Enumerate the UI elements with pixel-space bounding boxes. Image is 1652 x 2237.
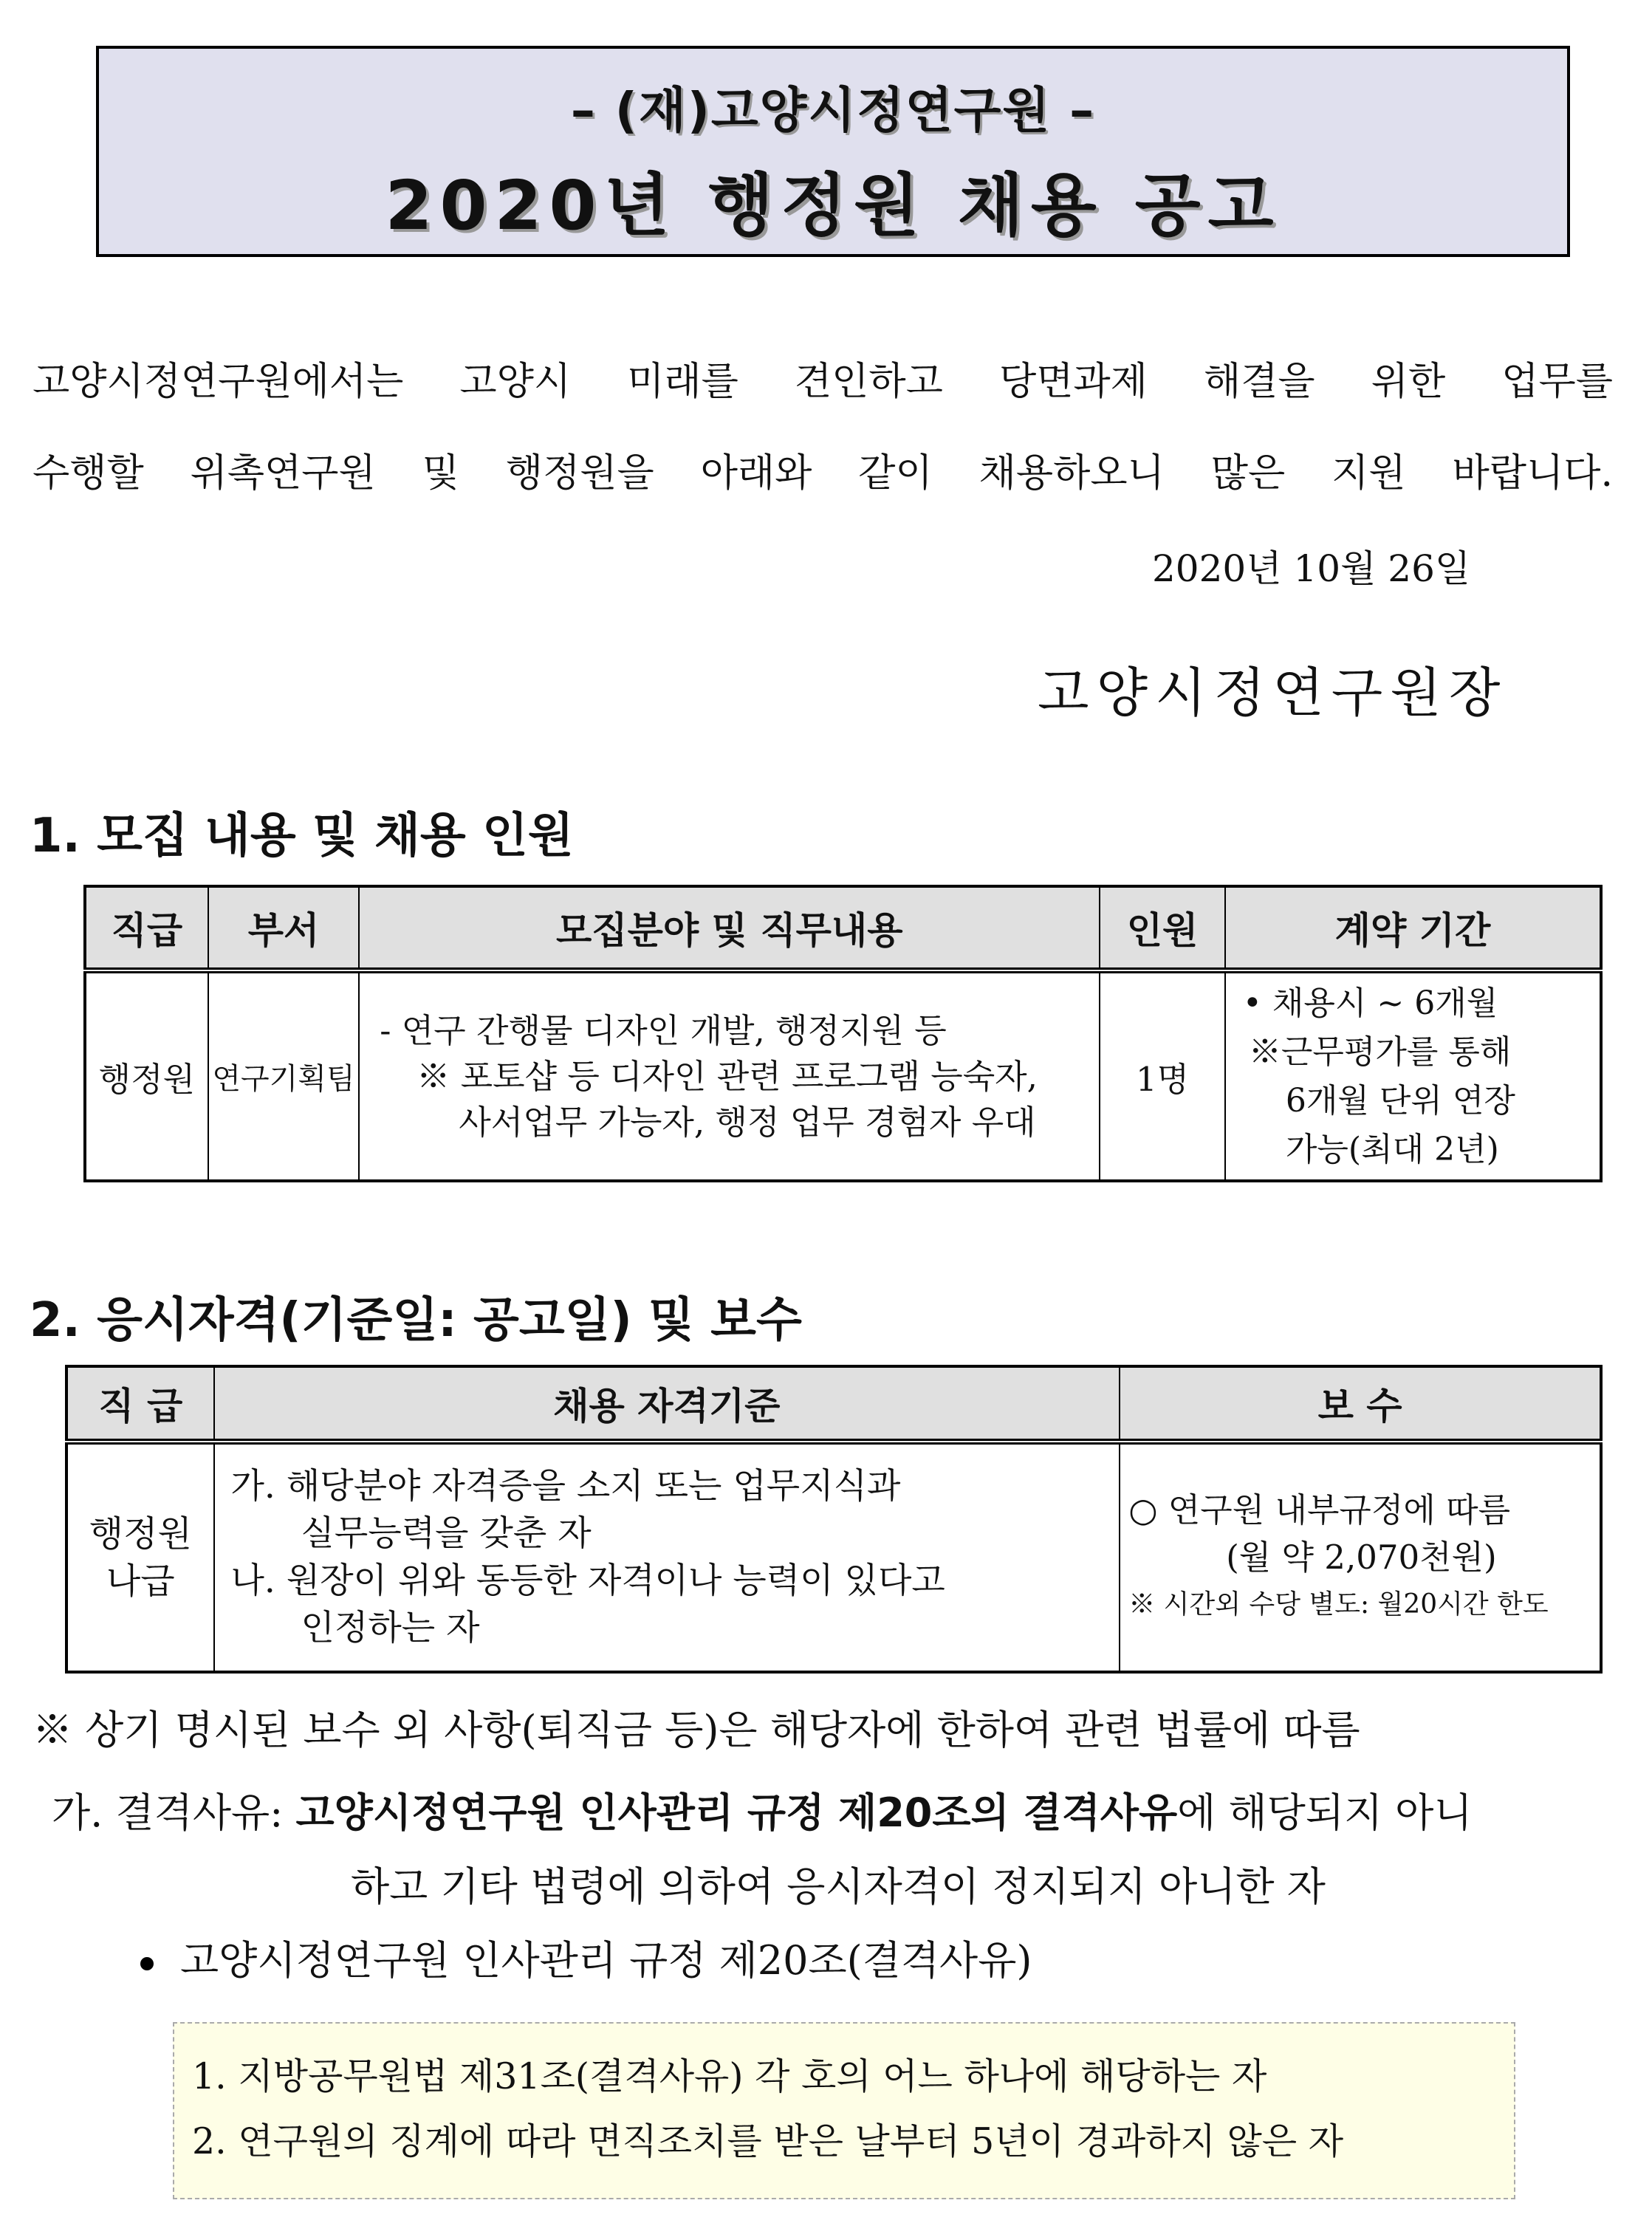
intro-line-1: 고양시정연구원에서는 고양시 미래를 견인하고 당면과제 해결을 위한 업무를 <box>32 360 1613 404</box>
cell-count: 1명 <box>1100 970 1225 1181</box>
qual-b-line-1: 나. 원장이 위와 동등한 자격이나 능력이 있다고 <box>230 1561 945 1601</box>
qual-a-line-2: 실무능력을 갖춘 자 <box>301 1513 592 1554</box>
pay-line-3: ※ 시간외 수당 별도: 월20시간 한도 <box>1128 1589 1549 1620</box>
header-grade: 직 급 <box>66 1366 214 1442</box>
disq-line-2: 하고 기타 법령에 의하여 응시자격이 정지되지 아니한 자 <box>351 1863 1326 1910</box>
box-line-1: 1. 지방공무원법 제31조(결격사유) 각 호의 어느 하나에 해당하는 자 <box>192 2055 1267 2097</box>
period-line-2: ※근무평가를 통해 <box>1248 1032 1512 1071</box>
table-header-row <box>85 886 1601 970</box>
period-line-1: • 채용시 ~ 6개월 <box>1242 984 1498 1022</box>
cell-grade <box>66 1442 214 1672</box>
cell-dept: 연구기획팀 <box>208 970 360 1181</box>
disq-prefix: 가. 결격사유: <box>52 1789 296 1836</box>
header-dept: 부서 <box>208 886 360 970</box>
qual-a-line-1: 가. 해당분야 자격증을 소지 또는 업무지식과 <box>230 1466 901 1507</box>
table-header-row <box>66 1366 1601 1442</box>
duty-line-3: 사서업무 가능자, 행정 업무 경험자 우대 <box>459 1102 1036 1142</box>
intro-line-2: 수행할 위촉연구원 및 행정원을 아래와 같이 채용하오니 많은 지원 바랍니다. <box>32 451 1613 496</box>
table-row <box>85 970 1601 1181</box>
header-duty: 모집분야 및 직무내용 <box>359 886 1100 970</box>
table-row <box>66 1442 1601 1672</box>
cell-grade: 행정원 <box>85 970 208 1181</box>
grade-line-1: 행정원 <box>89 1513 192 1555</box>
box-line-2: 2. 연구원의 징계에 따라 면직조치를 받은 날부터 5년이 경과하지 않은 자 <box>192 2120 1344 2162</box>
section2-heading: 2. 응시자격(기준일: 공고일) 및 보수 <box>30 1293 802 1348</box>
header-count: 인원 <box>1100 886 1225 970</box>
duty-line-2: ※ 포토샵 등 디자인 관련 프로그램 능숙자, <box>417 1056 1038 1096</box>
disq-line-1 <box>52 1781 1473 1845</box>
grade-line-2: 나급 <box>106 1561 175 1602</box>
title-box <box>96 46 1570 257</box>
period-line-3: 6개월 단위 연장 <box>1285 1081 1515 1120</box>
header-pay: 보 수 <box>1120 1366 1601 1442</box>
disqualification-note <box>52 1781 1473 1919</box>
intro-paragraph <box>32 336 1613 519</box>
header-qualification: 채용 자격기준 <box>214 1366 1120 1442</box>
pay-note: ※ 상기 명시된 보수 외 사항(퇴직금 등)은 해당자에 한하여 관련 법률에 따름 <box>32 1707 1360 1753</box>
announcement-date: 2020년 10월 26일 <box>1152 547 1471 590</box>
header-period: 계약 기간 <box>1225 886 1601 970</box>
section1-heading: 1. 모집 내용 및 채용 인원 <box>30 809 574 863</box>
signer: 고양시정연구원장 <box>1038 662 1508 724</box>
duty-line-1: - 연구 간행물 디자인 개발, 행정지원 등 <box>380 1010 947 1050</box>
cell-period <box>1225 970 1601 1181</box>
disq-suffix: 에 해당되지 아니 <box>1177 1789 1473 1836</box>
pay-line-1: ○ 연구원 내부규정에 따름 <box>1128 1490 1511 1529</box>
period-line-4: 가능(최대 2년) <box>1285 1130 1499 1168</box>
header-grade: 직급 <box>85 886 208 970</box>
org-title: – (재)고양시정연구원 – <box>570 82 1096 139</box>
disq-bold: 고양시정연구원 인사관리 규정 제20조의 결격사유 <box>295 1789 1178 1836</box>
page-title: 2020년 행정원 채용 공고 <box>385 166 1281 245</box>
cell-pay <box>1120 1442 1601 1672</box>
disqualification-box <box>173 2022 1515 2199</box>
cell-qualification <box>214 1442 1120 1672</box>
pay-line-2: (월 약 2,070천원) <box>1226 1538 1497 1577</box>
recruitment-table <box>83 885 1603 1182</box>
rule-bullet <box>140 1929 1032 1986</box>
bullet-text: 고양시정연구원 인사관리 규정 제20조(결격사유) <box>180 1937 1032 1984</box>
qual-b-line-2: 인정하는 자 <box>301 1608 480 1648</box>
cell-duty <box>359 970 1100 1181</box>
bullet-icon <box>140 1957 154 1970</box>
qualification-table <box>65 1365 1603 1674</box>
